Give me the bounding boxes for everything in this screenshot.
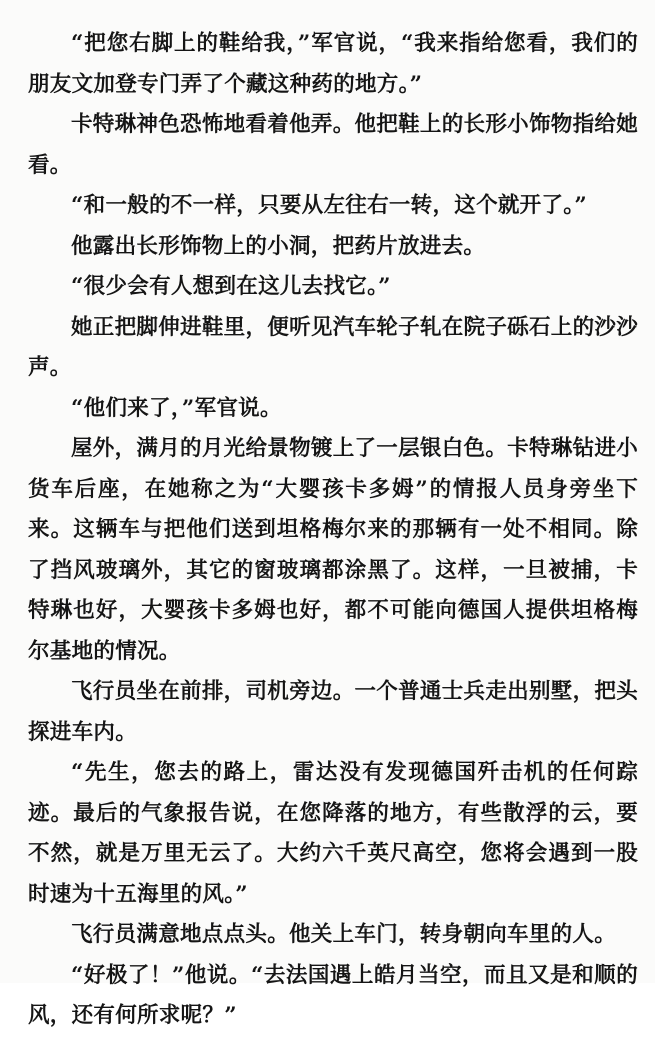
paragraph-1: “把您右脚上的鞋给我，”军官说，“我来指给您看，我们的朋友文加登专门弄了个藏这种药的地方。” [28,31,638,97]
paragraph-6: 她正把脚伸进鞋里，便听见汽车轮子轧在院子砾石上的沙沙声。 [28,314,638,380]
paragraph-3: “和一般的不一样，只要从左往右一转，这个就开了。” [71,193,587,218]
paragraph-11: 飞行员满意地点点头。他关上车门，转身朝向车里的人。 [71,922,617,947]
paragraph-7: “他们来了，”军官说。 [71,395,282,421]
paragraph-2: 卡特琳神色恐怖地看着他弄。他把鞋上的长形小饰物指给她看。 [28,112,638,178]
page-text [28,24,638,1037]
paragraph-10: “先生，您去的路上，雷达没有发现德国歼击机的任何踪迹。最后的气象报告说，在您降落的地方，有些散浮的云，要不然，就是万里无云了。大约六千英尺高空，您将会遇到一股时速为十五海里的风。” [28,760,638,907]
paragraph-9: 飞行员坐在前排，司机旁边。一个普通士兵走出别墅，把头探进车内。 [28,679,638,745]
paragraph-4: 他露出长形饰物上的小洞，把药片放进去。 [71,233,486,259]
paragraph-12: “好极了！”他说。“去法国遇上皓月当空，而且又是和顺的风，还有何所求呢？” [28,962,638,1028]
paragraph-8: 屋外，满月的月光给景物镀上了一层银白色。卡特琳钻进小货车后座，在她称之为“大婴孩卡多姆”的情报人员身旁坐下来。这辆车与把他们送到坦格梅尔来的那辆有一处不相同。除了挡风玻璃外，其它的窗玻璃都涂黑了。这样，一旦被捕，卡特琳也好，大婴孩卡多姆也好，都不可能向德国人提供坦格梅尔基地的情况。 [28,436,638,664]
paragraph-5: “很少会有人想到在这儿去找它。” [71,274,391,299]
